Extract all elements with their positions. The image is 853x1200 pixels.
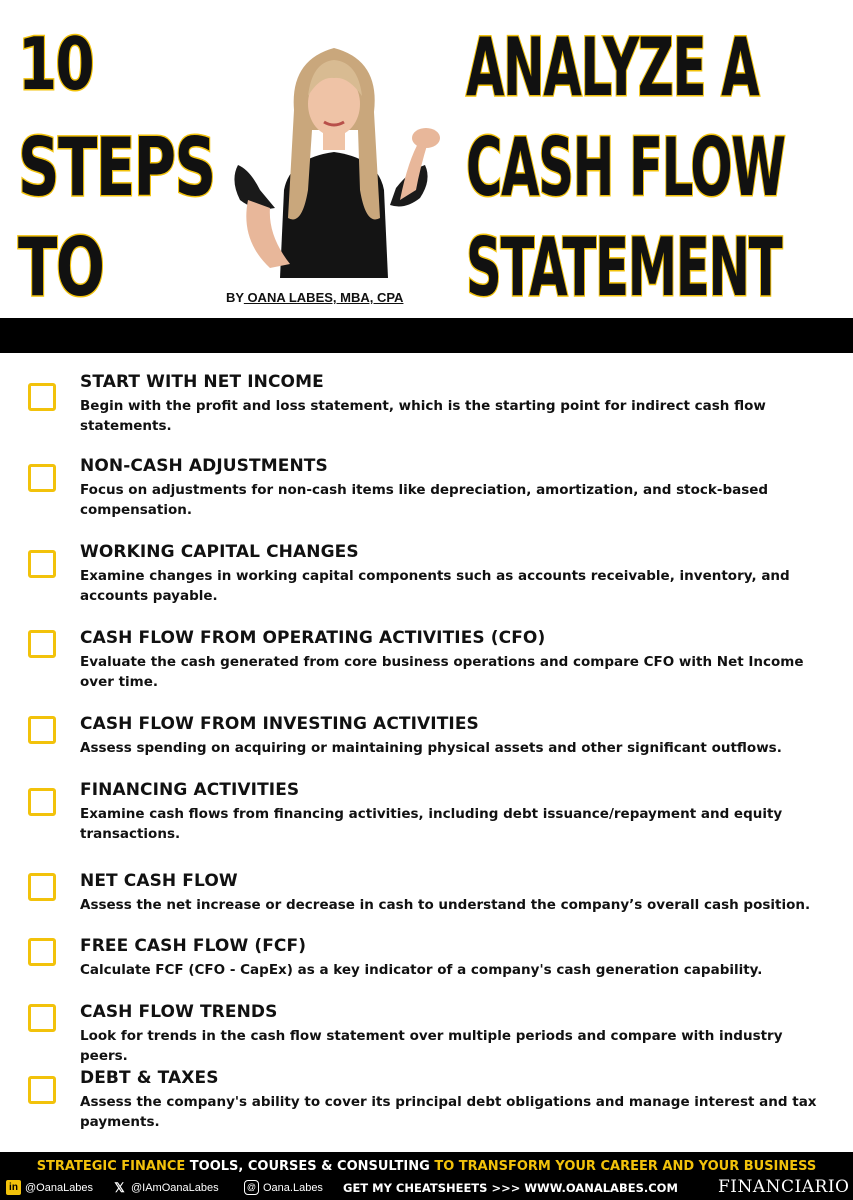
linkedin-handle: @OanaLabes [25, 1181, 94, 1194]
divider-band [0, 318, 853, 353]
step-description: Calculate FCF (CFO - CapEx) as a key indicator of a company's cash generation capability. [80, 962, 763, 978]
step-description: Examine changes in working capital components such as accounts receivable, inventory, and accounts payable. [80, 568, 790, 604]
checkbox[interactable] [28, 788, 56, 816]
footer [0, 1152, 853, 1200]
step-title: NET CASH FLOW [80, 871, 238, 891]
threads-icon: @ [244, 1180, 259, 1195]
x-link[interactable] [112, 1180, 219, 1195]
step-title: DEBT & TAXES [80, 1068, 219, 1088]
title-right-line-1: ANALYZE A [466, 21, 759, 114]
checkbox[interactable] [28, 1076, 56, 1104]
linkedin-link[interactable] [6, 1180, 93, 1195]
threads-handle: Oana.Labes [263, 1181, 323, 1194]
title-right-line-3: STATEMENT [466, 221, 782, 314]
step-title: CASH FLOW FROM INVESTING ACTIVITIES [80, 714, 479, 734]
tagline-part-1: STRATEGIC FINANCE [36, 1159, 186, 1174]
step-title: FREE CASH FLOW (FCF) [80, 936, 307, 956]
cheatsheets-link[interactable]: GET MY CHEATSHEETS >>> WWW.OANALABES.COM [343, 1181, 678, 1195]
checkbox[interactable] [28, 1004, 56, 1032]
step-description: Begin with the profit and loss statement, which is the starting point for indirect cash flow statements. [80, 398, 766, 434]
step-description: Evaluate the cash generated from core business operations and compare CFO with Net Income over time. [80, 654, 804, 690]
checkbox[interactable] [28, 716, 56, 744]
threads-link[interactable] [244, 1180, 323, 1195]
step-description: Assess the net increase or decrease in cash to understand the company’s overall cash position. [80, 897, 811, 913]
checkbox[interactable] [28, 630, 56, 658]
tagline-part-2: TOOLS, COURSES & CONSULTING [185, 1159, 435, 1174]
step-description: Examine cash flows from financing activities, including debt issuance/repayment and equity transactions. [80, 806, 783, 842]
checkbox[interactable] [28, 464, 56, 492]
step-title: CASH FLOW TRENDS [80, 1002, 278, 1022]
step-description: Look for trends in the cash flow statement over multiple periods and compare with industry peers. [80, 1028, 783, 1064]
step-title: CASH FLOW FROM OPERATING ACTIVITIES (CFO) [80, 628, 546, 648]
title-left-line-3: TO [18, 221, 104, 314]
x-handle: @IAmOanaLabes [131, 1181, 219, 1194]
title-left-line-2: STEPS [18, 121, 215, 214]
author-name-link[interactable]: OANA LABES, MBA, CPA [243, 290, 404, 305]
title-left-line-1: 10 [18, 22, 94, 106]
checkbox[interactable] [28, 550, 56, 578]
x-icon: 𝕏 [114, 1180, 125, 1195]
step-title: NON-CASH ADJUSTMENTS [80, 456, 328, 476]
checkbox[interactable] [28, 383, 56, 411]
step-description: Assess the company's ability to cover its principal debt obligations and manage interest and tax payments. [80, 1094, 817, 1130]
step-description: Focus on adjustments for non-cash items like depreciation, amortization, and stock-based compensation. [80, 482, 769, 518]
step-title: START WITH NET INCOME [80, 372, 324, 392]
checkbox[interactable] [28, 873, 56, 901]
step-description: Assess spending on acquiring or maintaining physical assets and other significant outflows. [80, 740, 782, 756]
tagline-part-3: TO TRANSFORM YOUR CAREER AND YOUR BUSINESS [434, 1159, 817, 1174]
footer-tagline [0, 1159, 853, 1174]
step-title: FINANCING ACTIVITIES [80, 780, 300, 800]
step-title: WORKING CAPITAL CHANGES [80, 542, 359, 562]
author-portrait [220, 40, 448, 278]
header [0, 0, 853, 318]
brand-logo: FINANCIARIO [718, 1177, 850, 1197]
linkedin-icon: in [6, 1180, 21, 1195]
checkbox[interactable] [28, 938, 56, 966]
byline-prefix: BY [226, 290, 244, 305]
title-right-line-2: CASH FLOW [466, 121, 785, 214]
byline [226, 290, 403, 305]
